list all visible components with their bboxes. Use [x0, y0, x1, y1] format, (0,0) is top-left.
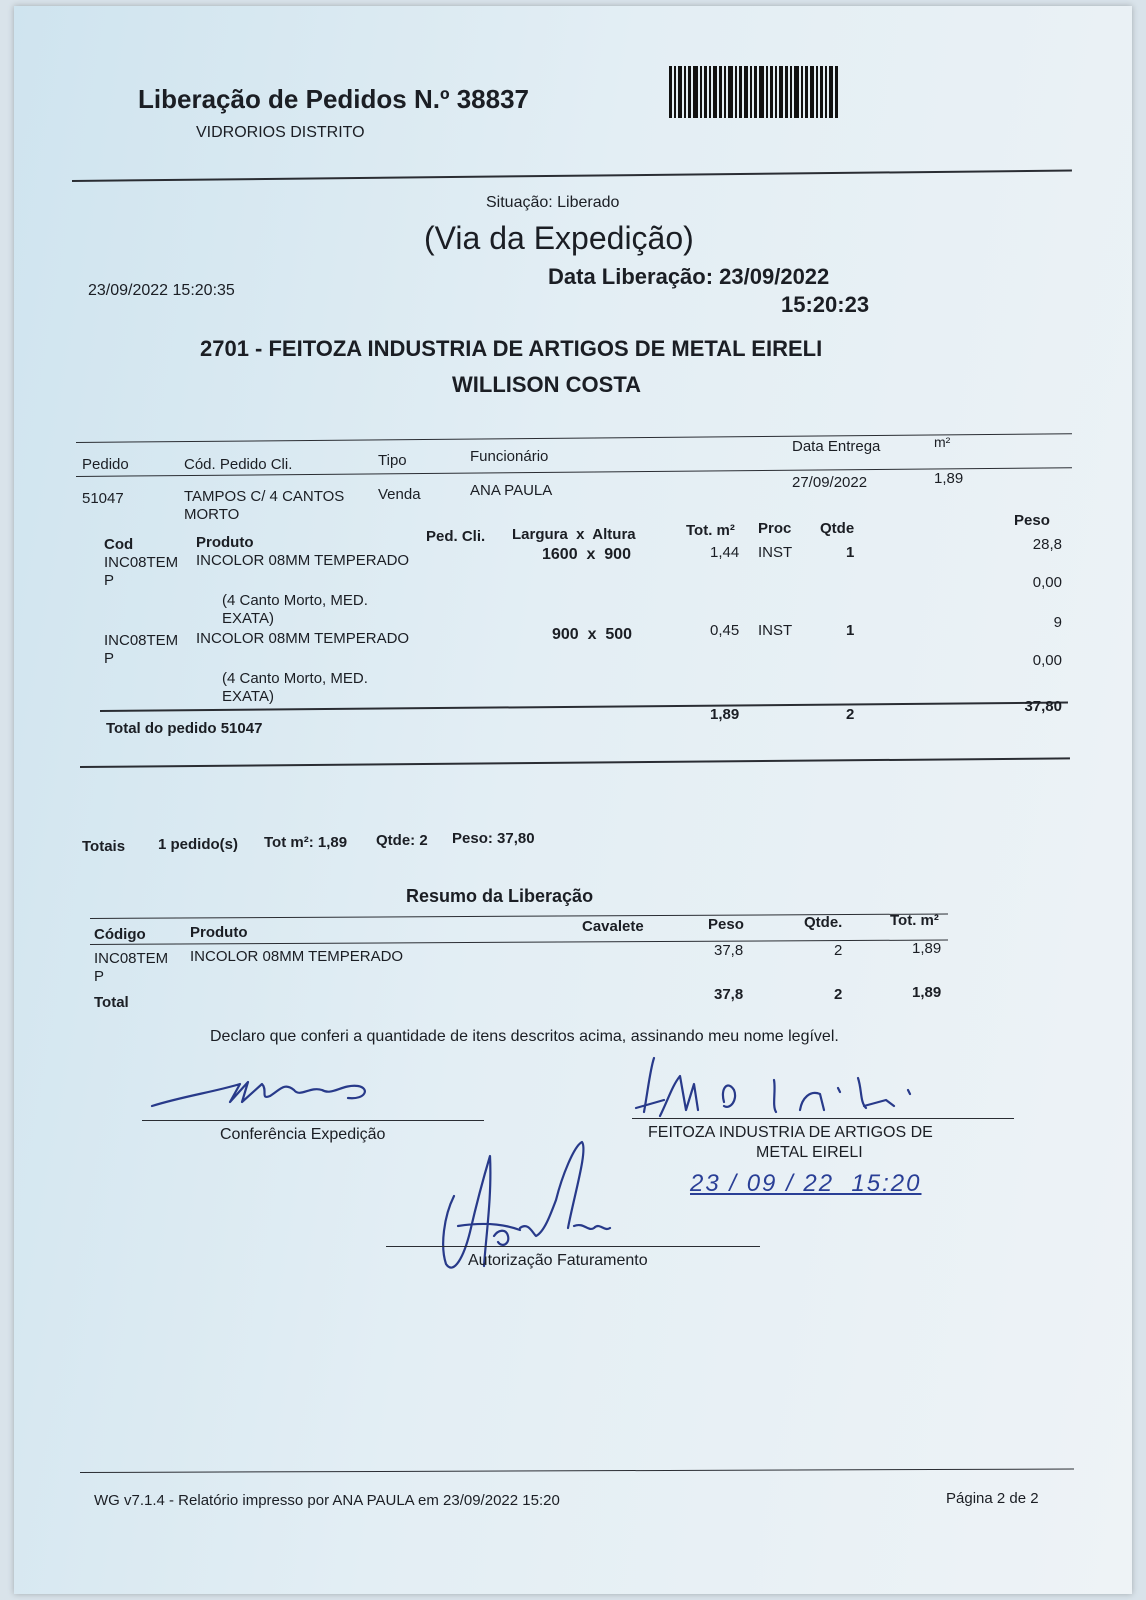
- release-date: Data Liberação: 23/09/2022: [548, 264, 830, 289]
- order-total-label: Total do pedido 51047: [106, 720, 263, 737]
- company-name: VIDRORIOS DISTRITO: [196, 124, 365, 141]
- item-col-cod: Cod: [104, 536, 134, 553]
- item-1-cod-line2: P: [104, 572, 115, 589]
- item-1-obs-line2: EXATA): [222, 610, 274, 627]
- client-name: 2701 - FEITOZA INDUSTRIA DE ARTIGOS DE METAL EIRELI: [200, 336, 823, 361]
- order-m2: 1,89: [934, 470, 964, 487]
- item-2-tot-m2: 0,45: [710, 622, 740, 639]
- summary-row-weight: 37,8: [714, 942, 744, 959]
- totals-label: Totais: [82, 838, 126, 855]
- item-2-cod-line1: INC08TEM: [104, 632, 179, 649]
- order-delivery-date: 27/09/2022: [792, 474, 868, 491]
- item-1-obs-line1: (4 Canto Morto, MED.: [222, 592, 368, 609]
- col-funcionario: Funcionário: [470, 448, 549, 465]
- order-number: 51047: [82, 490, 124, 507]
- summary-total-qtde: 2: [834, 986, 843, 1003]
- item-2-dimensions: 900 x 500: [552, 626, 633, 643]
- totals-weight: Peso: 37,80: [452, 830, 535, 847]
- client-name-line2: METAL EIRELI: [756, 1144, 863, 1161]
- item-2-proc: INST: [758, 622, 793, 639]
- col-data-entrega: Data Entrega: [792, 438, 881, 455]
- item-col-qtde: Qtde: [820, 520, 855, 537]
- item-2-obs-line1: (4 Canto Morto, MED.: [222, 670, 368, 687]
- item-1-cod-line1: INC08TEM: [104, 554, 179, 571]
- item-1-product: INCOLOR 08MM TEMPERADO: [196, 552, 410, 569]
- barcode: [669, 66, 841, 118]
- item-1-weight-extra: 0,00: [1032, 574, 1062, 591]
- summary-col-qtde: Qtde.: [804, 914, 843, 931]
- order-total-m2: 1,89: [710, 706, 740, 723]
- footer-line: [80, 1469, 1074, 1473]
- summary-col-tot-m2: Tot. m²: [890, 912, 939, 929]
- order-type: Venda: [378, 486, 421, 503]
- summary-row-product: INCOLOR 08MM TEMPERADO: [190, 948, 404, 965]
- item-2-product: INCOLOR 08MM TEMPERADO: [196, 630, 410, 647]
- order-client-code-line2: MORTO: [184, 506, 240, 523]
- item-1-qtde: 1: [846, 544, 855, 561]
- release-time: 15:20:23: [781, 292, 870, 317]
- col-m2: m²: [934, 434, 951, 450]
- item-2-weight: 9: [1053, 614, 1062, 631]
- item-1-weight: 28,8: [1032, 536, 1062, 553]
- order-total-qtde: 2: [846, 706, 855, 723]
- autorizacao-label: Autorização Faturamento: [468, 1252, 648, 1269]
- order-header-top-line: [76, 433, 1072, 443]
- item-2-cod-line2: P: [104, 650, 115, 667]
- summary-row-qtde: 2: [834, 942, 843, 959]
- summary-total-weight: 37,8: [714, 986, 744, 1003]
- declaration-text: Declaro que conferi a quantidade de itens descritos acima, assinando meu nome legível.: [210, 1028, 839, 1045]
- document-title: Liberação de Pedidos N.º 38837: [138, 84, 529, 114]
- order-client-code-line1: TAMPOS C/ 4 CANTOS: [184, 488, 345, 505]
- item-2-weight-extra: 0,00: [1032, 652, 1062, 669]
- item-col-tot-m2: Tot. m²: [686, 522, 735, 539]
- item-col-ped-cli: Ped. Cli.: [426, 528, 486, 545]
- summary-title: Resumo da Liberação: [406, 886, 594, 906]
- item-2-obs-line2: EXATA): [222, 688, 274, 705]
- item-2-qtde: 1: [846, 622, 855, 639]
- item-1-dimensions: 1600 x 900: [542, 546, 631, 563]
- client-signature-line: [632, 1118, 1014, 1119]
- client-name-line1: FEITOZA INDUSTRIA DE ARTIGOS DE: [648, 1124, 933, 1141]
- item-col-proc: Proc: [758, 520, 792, 537]
- handwritten-date: 23 / 09 / 22 15:20: [690, 1170, 922, 1197]
- item-col-dimensions: Largura x Altura: [512, 526, 636, 543]
- summary-row-codigo-line1: INC08TEM: [94, 950, 169, 967]
- copy-type: (Via da Expedição): [424, 220, 694, 256]
- col-pedido: Pedido: [82, 456, 129, 473]
- conferencia-label: Conferência Expedição: [220, 1126, 386, 1143]
- summary-row-codigo-line2: P: [94, 968, 105, 985]
- item-col-produto: Produto: [196, 534, 254, 551]
- status-text: Situação: Liberado: [486, 194, 620, 211]
- footer-page-number: Página 2 de 2: [946, 1490, 1039, 1507]
- col-cod-pedido-cli: Cód. Pedido Cli.: [184, 456, 293, 473]
- totals-m2: Tot m²: 1,89: [264, 834, 348, 851]
- order-total-weight: 37,80: [1024, 698, 1062, 715]
- header-divider: [72, 170, 1072, 182]
- item-1-proc: INST: [758, 544, 793, 561]
- summary-col-produto: Produto: [190, 924, 248, 941]
- summary-col-cavalete: Cavalete: [582, 918, 644, 935]
- summary-col-codigo: Código: [94, 926, 146, 943]
- item-col-peso: Peso: [1014, 512, 1050, 529]
- item-1-tot-m2: 1,44: [710, 544, 740, 561]
- totals-qtde: Qtde: 2: [376, 832, 428, 849]
- footer-printed-by: WG v7.1.4 - Relatório impresso por ANA PAULA em 23/09/2022 15:20: [94, 1492, 560, 1509]
- order-employee: ANA PAULA: [470, 482, 553, 499]
- document-page: [14, 6, 1132, 1594]
- col-tipo: Tipo: [378, 452, 407, 469]
- summary-row-tot-m2: 1,89: [912, 940, 942, 957]
- summary-total-tot-m2: 1,89: [912, 984, 942, 1001]
- summary-total-label: Total: [94, 994, 129, 1011]
- client-contact: WILLISON COSTA: [452, 372, 642, 397]
- conferencia-signature-line: [142, 1120, 484, 1121]
- autorizacao-signature: [424, 1136, 654, 1296]
- conferencia-signature: [144, 1066, 404, 1116]
- totals-orders: 1 pedido(s): [158, 836, 239, 853]
- autorizacao-signature-line: [386, 1246, 760, 1247]
- summary-col-peso: Peso: [708, 916, 744, 933]
- print-datetime: 23/09/2022 15:20:35: [88, 282, 235, 299]
- order-section-end-line: [80, 757, 1070, 768]
